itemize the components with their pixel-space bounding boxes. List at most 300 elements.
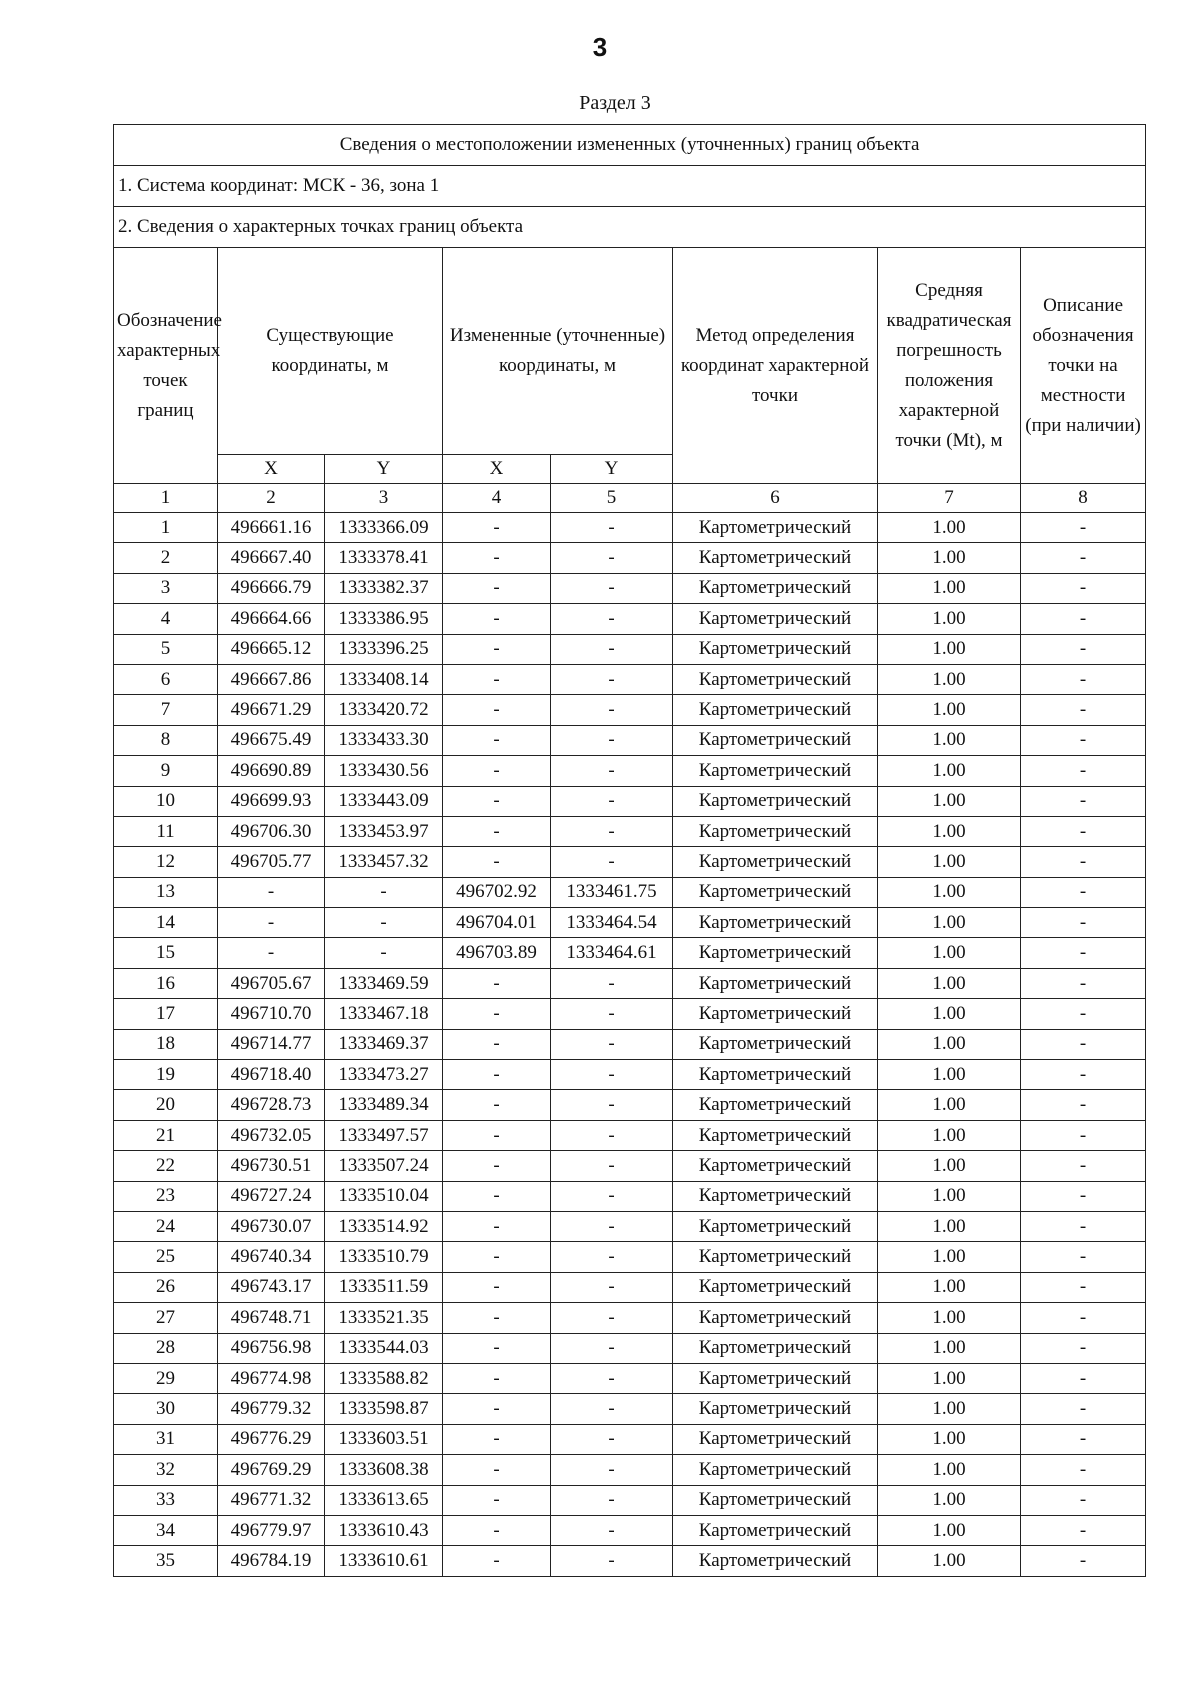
table-row (114, 1272, 1146, 1302)
description-cell: - (1021, 877, 1146, 907)
changed-x-cell: - (443, 1181, 551, 1211)
existing-y-cell: 1333510.04 (325, 1181, 443, 1211)
header-changed-coords: Измененные (уточненные) координаты, м (443, 248, 673, 455)
header-point-id: Обозначение характерных точек границ (114, 248, 218, 484)
column-number: 3 (325, 484, 443, 513)
existing-x-cell: 496667.86 (218, 664, 325, 694)
header-method: Метод определения координат характерной точки (673, 248, 878, 484)
rms-error-cell: 1.00 (878, 1333, 1021, 1363)
changed-y-cell: - (551, 725, 673, 755)
point-id-cell: 19 (114, 1060, 218, 1090)
existing-y-cell: 1333610.43 (325, 1515, 443, 1545)
method-cell: Картометрический (673, 1120, 878, 1150)
point-id-cell: 5 (114, 634, 218, 664)
description-cell: - (1021, 1181, 1146, 1211)
rms-error-cell: 1.00 (878, 1424, 1021, 1454)
existing-x-cell: 496756.98 (218, 1333, 325, 1363)
changed-x-cell: - (443, 816, 551, 846)
point-id-cell: 32 (114, 1455, 218, 1485)
existing-y-cell: 1333366.09 (325, 513, 443, 543)
existing-x-cell: 496690.89 (218, 756, 325, 786)
description-cell: - (1021, 1272, 1146, 1302)
table-row (114, 1333, 1146, 1363)
description-cell: - (1021, 968, 1146, 998)
changed-x-cell: 496702.92 (443, 877, 551, 907)
method-cell: Картометрический (673, 725, 878, 755)
point-id-cell: 27 (114, 1303, 218, 1333)
rms-error-cell: 1.00 (878, 1090, 1021, 1120)
changed-y-cell: 1333464.61 (551, 938, 673, 968)
point-id-cell: 14 (114, 908, 218, 938)
changed-y-cell: - (551, 1333, 673, 1363)
description-cell: - (1021, 1120, 1146, 1150)
header-rms-error: Средняя квадратическая погрешность положения характерной точки (Mt), м (878, 248, 1021, 484)
existing-x-cell: 496706.30 (218, 816, 325, 846)
changed-y-cell: - (551, 1515, 673, 1545)
changed-y-cell: - (551, 1029, 673, 1059)
method-cell: Картометрический (673, 1060, 878, 1090)
column-number: 4 (443, 484, 551, 513)
point-id-cell: 22 (114, 1151, 218, 1181)
existing-y-cell: 1333453.97 (325, 816, 443, 846)
rms-error-cell: 1.00 (878, 1272, 1021, 1302)
existing-y-cell: 1333608.38 (325, 1455, 443, 1485)
existing-x-cell: 496774.98 (218, 1363, 325, 1393)
point-id-cell: 12 (114, 847, 218, 877)
method-cell: Картометрический (673, 877, 878, 907)
rms-error-cell: 1.00 (878, 786, 1021, 816)
table-row (114, 816, 1146, 846)
changed-x-cell: - (443, 725, 551, 755)
method-cell: Картометрический (673, 513, 878, 543)
rms-error-cell: 1.00 (878, 1485, 1021, 1515)
table-row (114, 968, 1146, 998)
changed-y-cell: - (551, 1211, 673, 1241)
changed-y-cell: 1333461.75 (551, 877, 673, 907)
changed-x-cell: - (443, 1211, 551, 1241)
description-cell: - (1021, 634, 1146, 664)
rms-error-cell: 1.00 (878, 664, 1021, 694)
existing-y-cell: 1333469.37 (325, 1029, 443, 1059)
method-cell: Картометрический (673, 968, 878, 998)
changed-y-cell: - (551, 1546, 673, 1576)
method-cell: Картометрический (673, 695, 878, 725)
method-cell: Картометрический (673, 1394, 878, 1424)
rms-error-cell: 1.00 (878, 877, 1021, 907)
point-id-cell: 1 (114, 513, 218, 543)
changed-x-cell: - (443, 786, 551, 816)
existing-x-cell: 496728.73 (218, 1090, 325, 1120)
existing-y-cell: - (325, 938, 443, 968)
section-label: Раздел 3 (579, 92, 651, 114)
rms-error-cell: 1.00 (878, 1546, 1021, 1576)
changed-y-cell: - (551, 786, 673, 816)
changed-x-cell: - (443, 1029, 551, 1059)
changed-y-cell: - (551, 1363, 673, 1393)
existing-y-cell: 1333598.87 (325, 1394, 443, 1424)
changed-x-cell: - (443, 634, 551, 664)
changed-x-cell: - (443, 695, 551, 725)
method-cell: Картометрический (673, 1029, 878, 1059)
description-cell: - (1021, 725, 1146, 755)
existing-y-cell: 1333443.09 (325, 786, 443, 816)
existing-y-cell: 1333396.25 (325, 634, 443, 664)
existing-x-cell: 496730.07 (218, 1211, 325, 1241)
table-row (114, 1151, 1146, 1181)
table-row (114, 664, 1146, 694)
existing-x-cell: 496743.17 (218, 1272, 325, 1302)
point-id-cell: 28 (114, 1333, 218, 1363)
point-id-cell: 34 (114, 1515, 218, 1545)
existing-x-cell: - (218, 938, 325, 968)
description-cell: - (1021, 543, 1146, 573)
description-cell: - (1021, 573, 1146, 603)
changed-x-cell: - (443, 1060, 551, 1090)
description-cell: - (1021, 664, 1146, 694)
rms-error-cell: 1.00 (878, 756, 1021, 786)
point-id-cell: 15 (114, 938, 218, 968)
changed-y-cell: - (551, 1485, 673, 1515)
existing-y-cell: 1333613.65 (325, 1485, 443, 1515)
changed-y-cell: - (551, 634, 673, 664)
header-changed-x: X (443, 455, 551, 484)
changed-x-cell: - (443, 756, 551, 786)
table-row (114, 1029, 1146, 1059)
existing-x-cell: 496732.05 (218, 1120, 325, 1150)
changed-x-cell: - (443, 1333, 551, 1363)
column-number: 6 (673, 484, 878, 513)
existing-y-cell: 1333514.92 (325, 1211, 443, 1241)
rms-error-cell: 1.00 (878, 1060, 1021, 1090)
point-id-cell: 3 (114, 573, 218, 603)
table-row (114, 573, 1146, 603)
table-row (114, 847, 1146, 877)
existing-x-cell: 496779.32 (218, 1394, 325, 1424)
table-row (114, 999, 1146, 1029)
table-row (114, 1211, 1146, 1241)
changed-y-cell: - (551, 1181, 673, 1211)
point-id-cell: 13 (114, 877, 218, 907)
rms-error-cell: 1.00 (878, 1120, 1021, 1150)
point-id-cell: 7 (114, 695, 218, 725)
changed-y-cell: - (551, 513, 673, 543)
changed-x-cell: - (443, 1090, 551, 1120)
changed-y-cell: - (551, 1303, 673, 1333)
point-id-cell: 16 (114, 968, 218, 998)
coordinate-system: 1. Система координат: МСК - 36, зона 1 (114, 166, 1146, 207)
rms-error-cell: 1.00 (878, 1029, 1021, 1059)
table-row (114, 1120, 1146, 1150)
column-number: 2 (218, 484, 325, 513)
table-row (114, 695, 1146, 725)
changed-y-cell: - (551, 573, 673, 603)
column-number: 8 (1021, 484, 1146, 513)
table-row (114, 938, 1146, 968)
changed-x-cell: - (443, 543, 551, 573)
method-cell: Картометрический (673, 1272, 878, 1302)
rms-error-cell: 1.00 (878, 908, 1021, 938)
method-cell: Картометрический (673, 1363, 878, 1393)
changed-x-cell: - (443, 1546, 551, 1576)
boundary-points-table (113, 124, 1146, 1577)
table-row (114, 1363, 1146, 1393)
existing-x-cell: 496748.71 (218, 1303, 325, 1333)
table-row (114, 877, 1146, 907)
point-id-cell: 11 (114, 816, 218, 846)
method-cell: Картометрический (673, 1424, 878, 1454)
description-cell: - (1021, 1515, 1146, 1545)
header-description: Описание обозначения точки на местности (при наличии) (1021, 248, 1146, 484)
existing-y-cell: 1333510.79 (325, 1242, 443, 1272)
existing-y-cell: 1333588.82 (325, 1363, 443, 1393)
changed-x-cell: 496703.89 (443, 938, 551, 968)
existing-y-cell: 1333507.24 (325, 1151, 443, 1181)
changed-x-cell: - (443, 1455, 551, 1485)
point-id-cell: 31 (114, 1424, 218, 1454)
rms-error-cell: 1.00 (878, 968, 1021, 998)
method-cell: Картометрический (673, 543, 878, 573)
description-cell: - (1021, 847, 1146, 877)
point-id-cell: 25 (114, 1242, 218, 1272)
point-id-cell: 17 (114, 999, 218, 1029)
description-cell: - (1021, 756, 1146, 786)
changed-y-cell: - (551, 1424, 673, 1454)
table-row (114, 634, 1146, 664)
table-row (114, 1424, 1146, 1454)
rms-error-cell: 1.00 (878, 1151, 1021, 1181)
point-id-cell: 24 (114, 1211, 218, 1241)
table-row (114, 1546, 1146, 1576)
changed-y-cell: - (551, 543, 673, 573)
rms-error-cell: 1.00 (878, 1363, 1021, 1393)
changed-x-cell: - (443, 1272, 551, 1302)
column-number: 7 (878, 484, 1021, 513)
description-cell: - (1021, 1029, 1146, 1059)
existing-y-cell: 1333420.72 (325, 695, 443, 725)
changed-x-cell: - (443, 513, 551, 543)
existing-x-cell: 496705.77 (218, 847, 325, 877)
method-cell: Картометрический (673, 634, 878, 664)
method-cell: Картометрический (673, 1090, 878, 1120)
header-existing-x: X (218, 455, 325, 484)
table-row (114, 1485, 1146, 1515)
existing-x-cell: 496714.77 (218, 1029, 325, 1059)
changed-x-cell: - (443, 847, 551, 877)
existing-x-cell: 496727.24 (218, 1181, 325, 1211)
description-cell: - (1021, 786, 1146, 816)
description-cell: - (1021, 999, 1146, 1029)
point-id-cell: 2 (114, 543, 218, 573)
changed-y-cell: - (551, 968, 673, 998)
method-cell: Картометрический (673, 999, 878, 1029)
header-changed-y: Y (551, 455, 673, 484)
existing-x-cell: 496710.70 (218, 999, 325, 1029)
description-cell: - (1021, 513, 1146, 543)
description-cell: - (1021, 1333, 1146, 1363)
changed-x-cell: - (443, 1303, 551, 1333)
point-id-cell: 4 (114, 604, 218, 634)
description-cell: - (1021, 1303, 1146, 1333)
rms-error-cell: 1.00 (878, 543, 1021, 573)
point-id-cell: 21 (114, 1120, 218, 1150)
changed-x-cell: - (443, 664, 551, 694)
existing-y-cell: 1333473.27 (325, 1060, 443, 1090)
table-row (114, 1060, 1146, 1090)
rms-error-cell: 1.00 (878, 1211, 1021, 1241)
rms-error-cell: 1.00 (878, 695, 1021, 725)
rms-error-cell: 1.00 (878, 573, 1021, 603)
method-cell: Картометрический (673, 1515, 878, 1545)
rms-error-cell: 1.00 (878, 725, 1021, 755)
changed-y-cell: - (551, 816, 673, 846)
table-row (114, 1181, 1146, 1211)
points-heading: 2. Сведения о характерных точках границ объекта (114, 207, 1146, 248)
existing-x-cell: 496705.67 (218, 968, 325, 998)
rms-error-cell: 1.00 (878, 634, 1021, 664)
method-cell: Картометрический (673, 664, 878, 694)
method-cell: Картометрический (673, 1303, 878, 1333)
column-number-row (114, 484, 1146, 513)
existing-x-cell: 496730.51 (218, 1151, 325, 1181)
existing-x-cell: 496718.40 (218, 1060, 325, 1090)
table-body (114, 513, 1146, 1577)
page-number: 3 (592, 32, 608, 62)
changed-x-cell: - (443, 573, 551, 603)
method-cell: Картометрический (673, 573, 878, 603)
description-cell: - (1021, 1394, 1146, 1424)
table-row (114, 908, 1146, 938)
existing-x-cell: 496661.16 (218, 513, 325, 543)
existing-x-cell: 496666.79 (218, 573, 325, 603)
method-cell: Картометрический (673, 847, 878, 877)
existing-x-cell: 496665.12 (218, 634, 325, 664)
existing-y-cell: 1333521.35 (325, 1303, 443, 1333)
changed-y-cell: - (551, 664, 673, 694)
existing-y-cell: 1333408.14 (325, 664, 443, 694)
existing-y-cell: 1333457.32 (325, 847, 443, 877)
existing-y-cell: 1333382.37 (325, 573, 443, 603)
description-cell: - (1021, 1546, 1146, 1576)
method-cell: Картометрический (673, 816, 878, 846)
description-cell: - (1021, 695, 1146, 725)
table-row (114, 1515, 1146, 1545)
existing-y-cell: 1333610.61 (325, 1546, 443, 1576)
existing-x-cell: 496779.97 (218, 1515, 325, 1545)
description-cell: - (1021, 816, 1146, 846)
method-cell: Картометрический (673, 938, 878, 968)
changed-y-cell: - (551, 756, 673, 786)
method-cell: Картометрический (673, 604, 878, 634)
description-cell: - (1021, 1242, 1146, 1272)
existing-y-cell: 1333378.41 (325, 543, 443, 573)
method-cell: Картометрический (673, 756, 878, 786)
description-cell: - (1021, 1455, 1146, 1485)
existing-y-cell: - (325, 877, 443, 907)
method-cell: Картометрический (673, 786, 878, 816)
description-cell: - (1021, 908, 1146, 938)
existing-x-cell: 496667.40 (218, 543, 325, 573)
changed-y-cell: - (551, 695, 673, 725)
changed-y-cell: - (551, 1455, 673, 1485)
changed-y-cell: - (551, 1242, 673, 1272)
point-id-cell: 33 (114, 1485, 218, 1515)
existing-x-cell: 496664.66 (218, 604, 325, 634)
description-cell: - (1021, 1060, 1146, 1090)
changed-x-cell: - (443, 1363, 551, 1393)
point-id-cell: 10 (114, 786, 218, 816)
point-id-cell: 30 (114, 1394, 218, 1424)
point-id-cell: 9 (114, 756, 218, 786)
changed-y-cell: - (551, 999, 673, 1029)
method-cell: Картометрический (673, 1151, 878, 1181)
changed-x-cell: - (443, 1242, 551, 1272)
method-cell: Картометрический (673, 908, 878, 938)
rms-error-cell: 1.00 (878, 847, 1021, 877)
description-cell: - (1021, 1424, 1146, 1454)
existing-y-cell: 1333433.30 (325, 725, 443, 755)
point-id-cell: 8 (114, 725, 218, 755)
point-id-cell: 29 (114, 1363, 218, 1393)
table-row (114, 1242, 1146, 1272)
table-row (114, 725, 1146, 755)
method-cell: Картометрический (673, 1546, 878, 1576)
changed-y-cell: - (551, 1151, 673, 1181)
changed-x-cell: - (443, 1485, 551, 1515)
existing-y-cell: 1333386.95 (325, 604, 443, 634)
header-existing-coords: Существующие координаты, м (218, 248, 443, 455)
existing-x-cell: - (218, 877, 325, 907)
description-cell: - (1021, 1090, 1146, 1120)
rms-error-cell: 1.00 (878, 1394, 1021, 1424)
point-id-cell: 23 (114, 1181, 218, 1211)
rms-error-cell: 1.00 (878, 604, 1021, 634)
existing-x-cell: - (218, 908, 325, 938)
changed-y-cell: 1333464.54 (551, 908, 673, 938)
rms-error-cell: 1.00 (878, 1303, 1021, 1333)
changed-x-cell: - (443, 1424, 551, 1454)
table-header (114, 125, 1146, 513)
column-number: 5 (551, 484, 673, 513)
existing-y-cell: - (325, 908, 443, 938)
existing-y-cell: 1333489.34 (325, 1090, 443, 1120)
existing-y-cell: 1333603.51 (325, 1424, 443, 1454)
existing-x-cell: 496784.19 (218, 1546, 325, 1576)
existing-y-cell: 1333469.59 (325, 968, 443, 998)
existing-x-cell: 496675.49 (218, 725, 325, 755)
table-row (114, 756, 1146, 786)
rms-error-cell: 1.00 (878, 1515, 1021, 1545)
existing-x-cell: 496671.29 (218, 695, 325, 725)
description-cell: - (1021, 938, 1146, 968)
changed-x-cell: - (443, 1120, 551, 1150)
rms-error-cell: 1.00 (878, 816, 1021, 846)
table-row (114, 1303, 1146, 1333)
existing-x-cell: 496776.29 (218, 1424, 325, 1454)
method-cell: Картометрический (673, 1242, 878, 1272)
table-row (114, 786, 1146, 816)
method-cell: Картометрический (673, 1181, 878, 1211)
table-row (114, 1455, 1146, 1485)
description-cell: - (1021, 1363, 1146, 1393)
header-existing-y: Y (325, 455, 443, 484)
rms-error-cell: 1.00 (878, 1242, 1021, 1272)
changed-y-cell: - (551, 1060, 673, 1090)
changed-y-cell: - (551, 1272, 673, 1302)
description-cell: - (1021, 604, 1146, 634)
changed-x-cell: - (443, 1151, 551, 1181)
rms-error-cell: 1.00 (878, 999, 1021, 1029)
existing-y-cell: 1333467.18 (325, 999, 443, 1029)
